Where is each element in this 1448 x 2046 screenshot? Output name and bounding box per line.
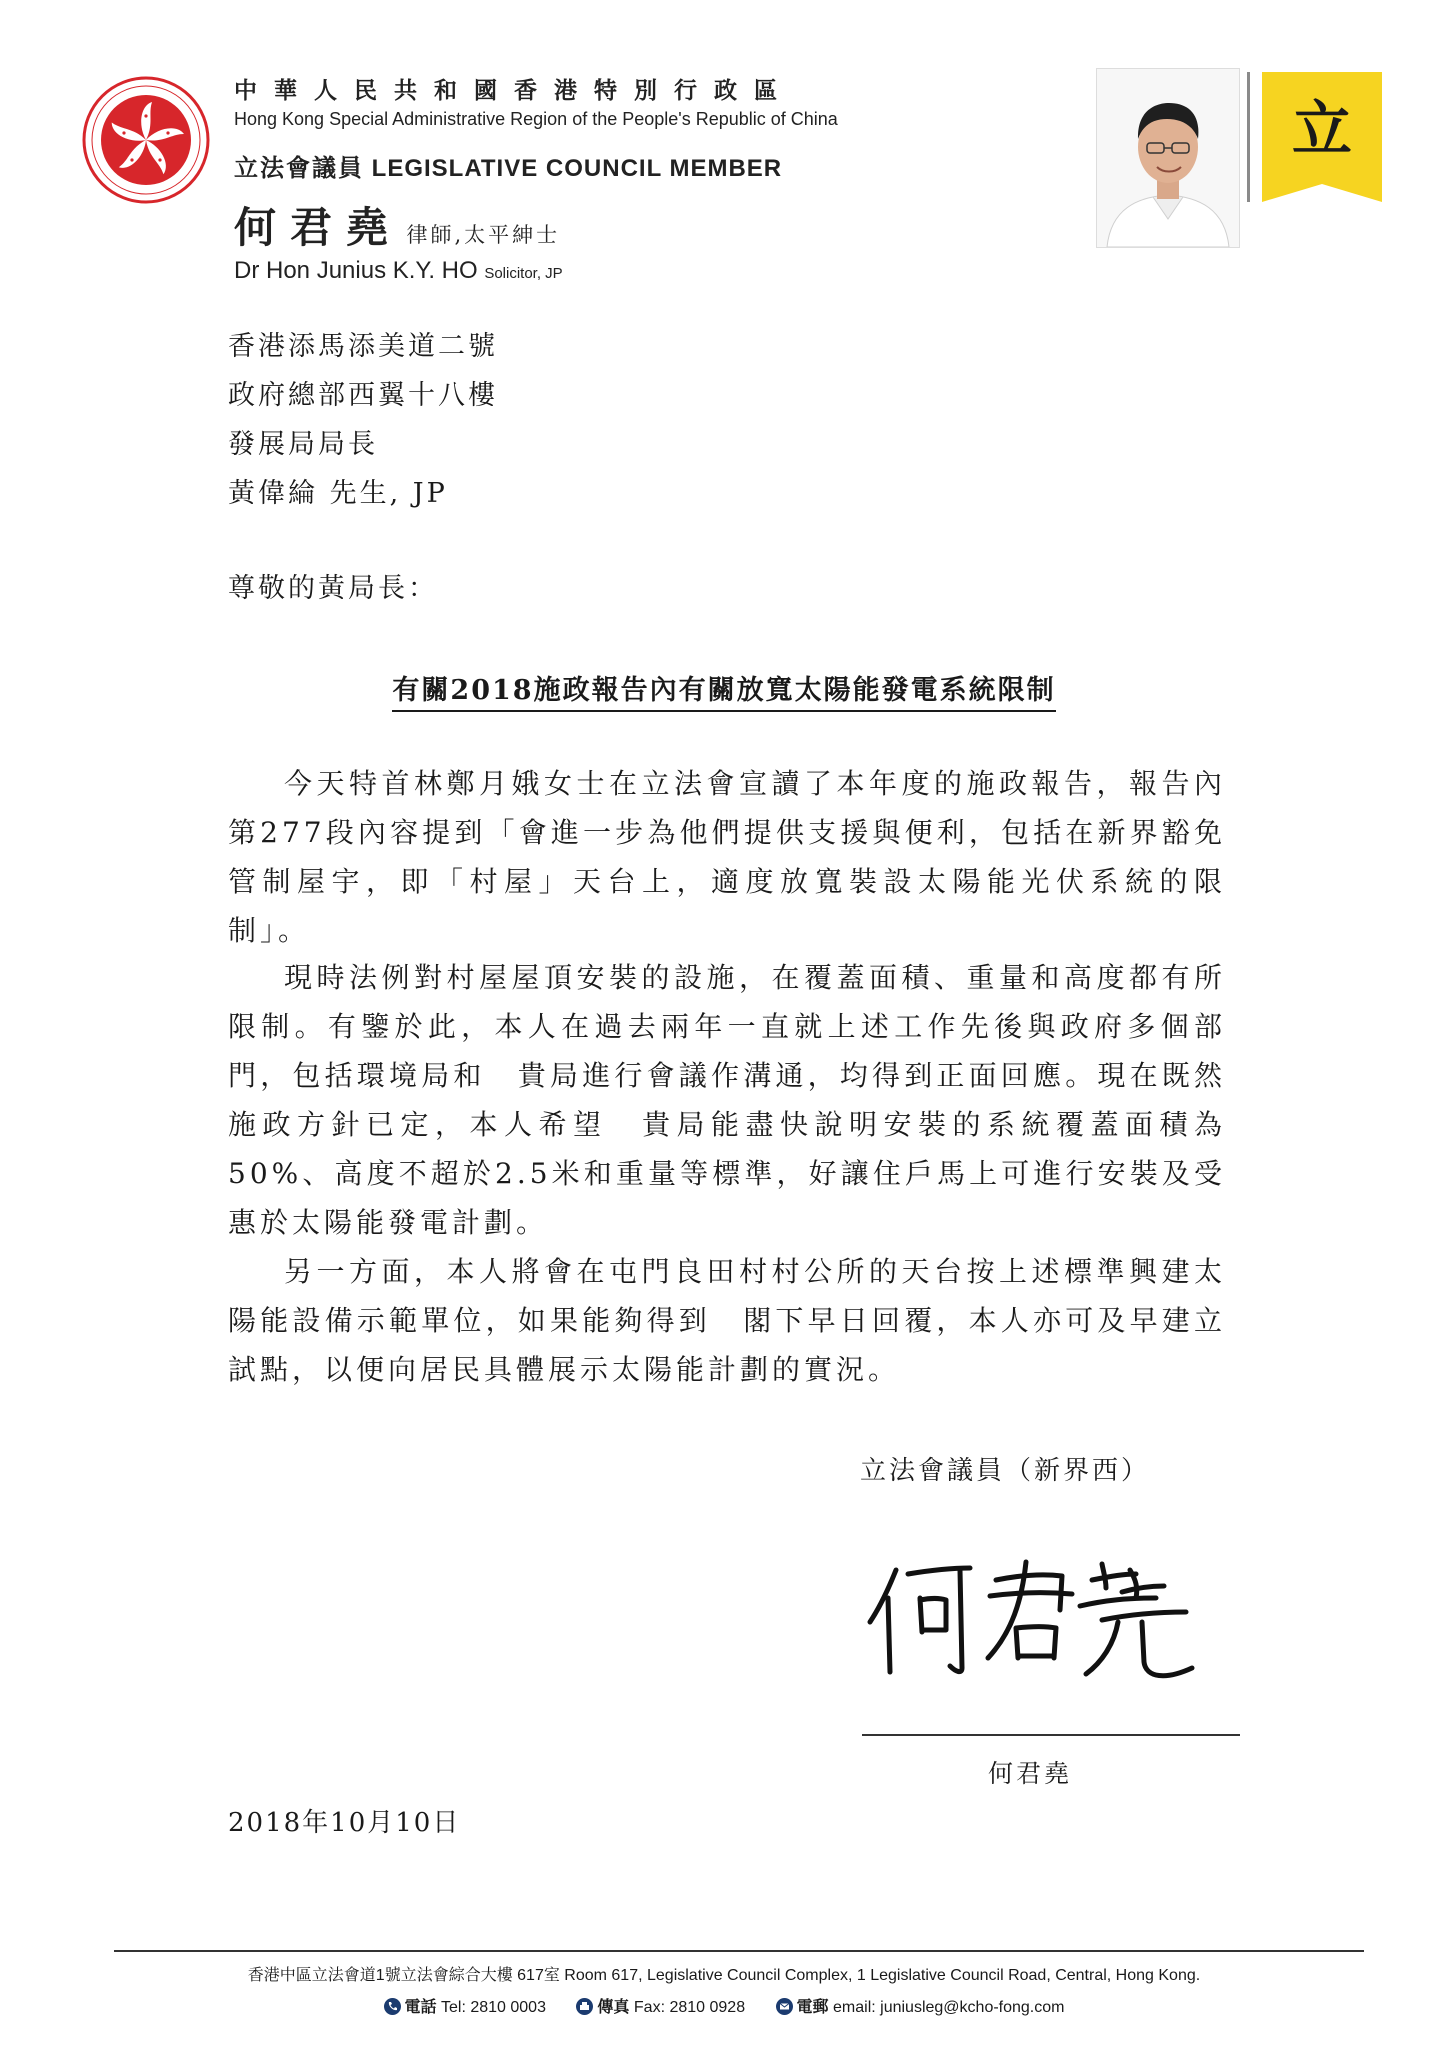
paragraph-3-text: 另一方面，本人將會在屯門良田村村公所的天台按上述標準興建太陽能設備示範單位，如果能夠得到 閣下早日回覆，本人亦可及早建立試點，以便向居民具體展示太陽能計劃的實況。 <box>228 1255 1226 1386</box>
recipient-line-4: 黃偉綸 先生, JP <box>228 478 448 509</box>
member-title-en: LEGISLATIVE COUNCIL MEMBER <box>371 155 783 182</box>
footer-fax <box>576 1994 745 2017</box>
fax-number: Fax: 2810 0928 <box>633 1999 746 2016</box>
government-name-en: Hong Kong Special Administrative Region of the People's Republic of China <box>234 109 838 129</box>
tel-label: 電話 <box>404 1999 437 2016</box>
government-name-cn: 中華人民共和國香港特別行政區 <box>234 77 794 103</box>
signature-line <box>862 1734 1240 1736</box>
letterhead-divider <box>1247 72 1250 202</box>
member-name-cn-line <box>234 195 834 255</box>
member-title <box>234 148 834 183</box>
footer-email <box>776 1994 1065 2017</box>
letter-date: 2018年10月10日 <box>228 1808 461 1838</box>
salutation: 尊敬的黃局長： <box>228 573 438 604</box>
subject-heading <box>0 668 1448 707</box>
tel-number: Tel: 2810 0003 <box>440 1999 546 2016</box>
signatory-name: 何君堯 <box>988 1759 1073 1788</box>
legco-flag-char: 立 <box>1292 95 1352 165</box>
paragraph-2 <box>228 953 1226 1247</box>
footer-address: 香港中區立法會道1號立法會綜合大樓 617室 Room 617, Legislative Council Complex, 1 Legislative Council Road, Central, Hong Kong. <box>247 1967 1201 1984</box>
fax-label: 傳真 <box>597 1999 630 2016</box>
recipient-line-3: 發展局局長 <box>228 429 378 460</box>
member-titles-cn: 律師,太平紳士 <box>406 223 561 247</box>
letterhead <box>234 72 838 285</box>
footer-divider <box>114 1950 1364 1952</box>
recipient-line-2: 政府總部西翼十八樓 <box>228 380 498 411</box>
paragraph-1 <box>228 759 1226 955</box>
fax-icon <box>576 1998 593 2015</box>
recipient-address <box>228 322 498 518</box>
hksar-emblem <box>82 76 210 204</box>
member-name-en-line <box>234 257 834 285</box>
member-name-cn: 何君堯 <box>234 203 403 252</box>
paragraph-3 <box>228 1247 1226 1394</box>
email-address: email: juniusleg@kcho-fong.com <box>833 1999 1065 2016</box>
phone-icon <box>384 1998 401 2015</box>
email-label: 電郵 <box>796 1999 829 2016</box>
legco-flag <box>1262 72 1382 202</box>
member-titles-en: Solicitor, JP <box>484 265 563 282</box>
member-name-en: Dr Hon Junius K.Y. HO <box>234 257 478 284</box>
footer-tel <box>384 1994 546 2017</box>
email-icon <box>776 1998 793 2015</box>
paragraph-1-text: 今天特首林鄭月娥女士在立法會宣讀了本年度的施政報告，報告內第277段內容提到「會進一步為他們提供支援與便利，包括在新界豁免管制屋宇，即「村屋」天台上，適度放寬裝設太陽能光伏系統的限制」。 <box>228 767 1226 947</box>
recipient-line-1: 香港添馬添美道二號 <box>228 331 498 362</box>
paragraph-2-text: 現時法例對村屋屋頂安裝的設施，在覆蓋面積、重量和高度都有所限制。有鑒於此，本人在過去兩年一直就上述工作先後與政府多個部門，包括環境局和 貴局進行會議作溝通，均得到正面回應。現在既然施政方針已定，本人希望 貴局能盡快說明安裝的系統覆蓋面積為50%、高度不超於2.5米和重量等標準，好讓住戶馬上可進行安裝及受惠於太陽能發電計劃。 <box>228 961 1226 1239</box>
signatory-title: 立法會議員（新界西） <box>860 1456 1151 1486</box>
footer-contact <box>0 1994 1448 2017</box>
subject-text: 有關2018施政報告內有關放寬太陽能發電系統限制 <box>392 675 1055 712</box>
handwritten-signature <box>866 1540 1206 1690</box>
member-title-cn: 立法會議員 <box>234 155 364 182</box>
member-portrait <box>1096 68 1240 248</box>
